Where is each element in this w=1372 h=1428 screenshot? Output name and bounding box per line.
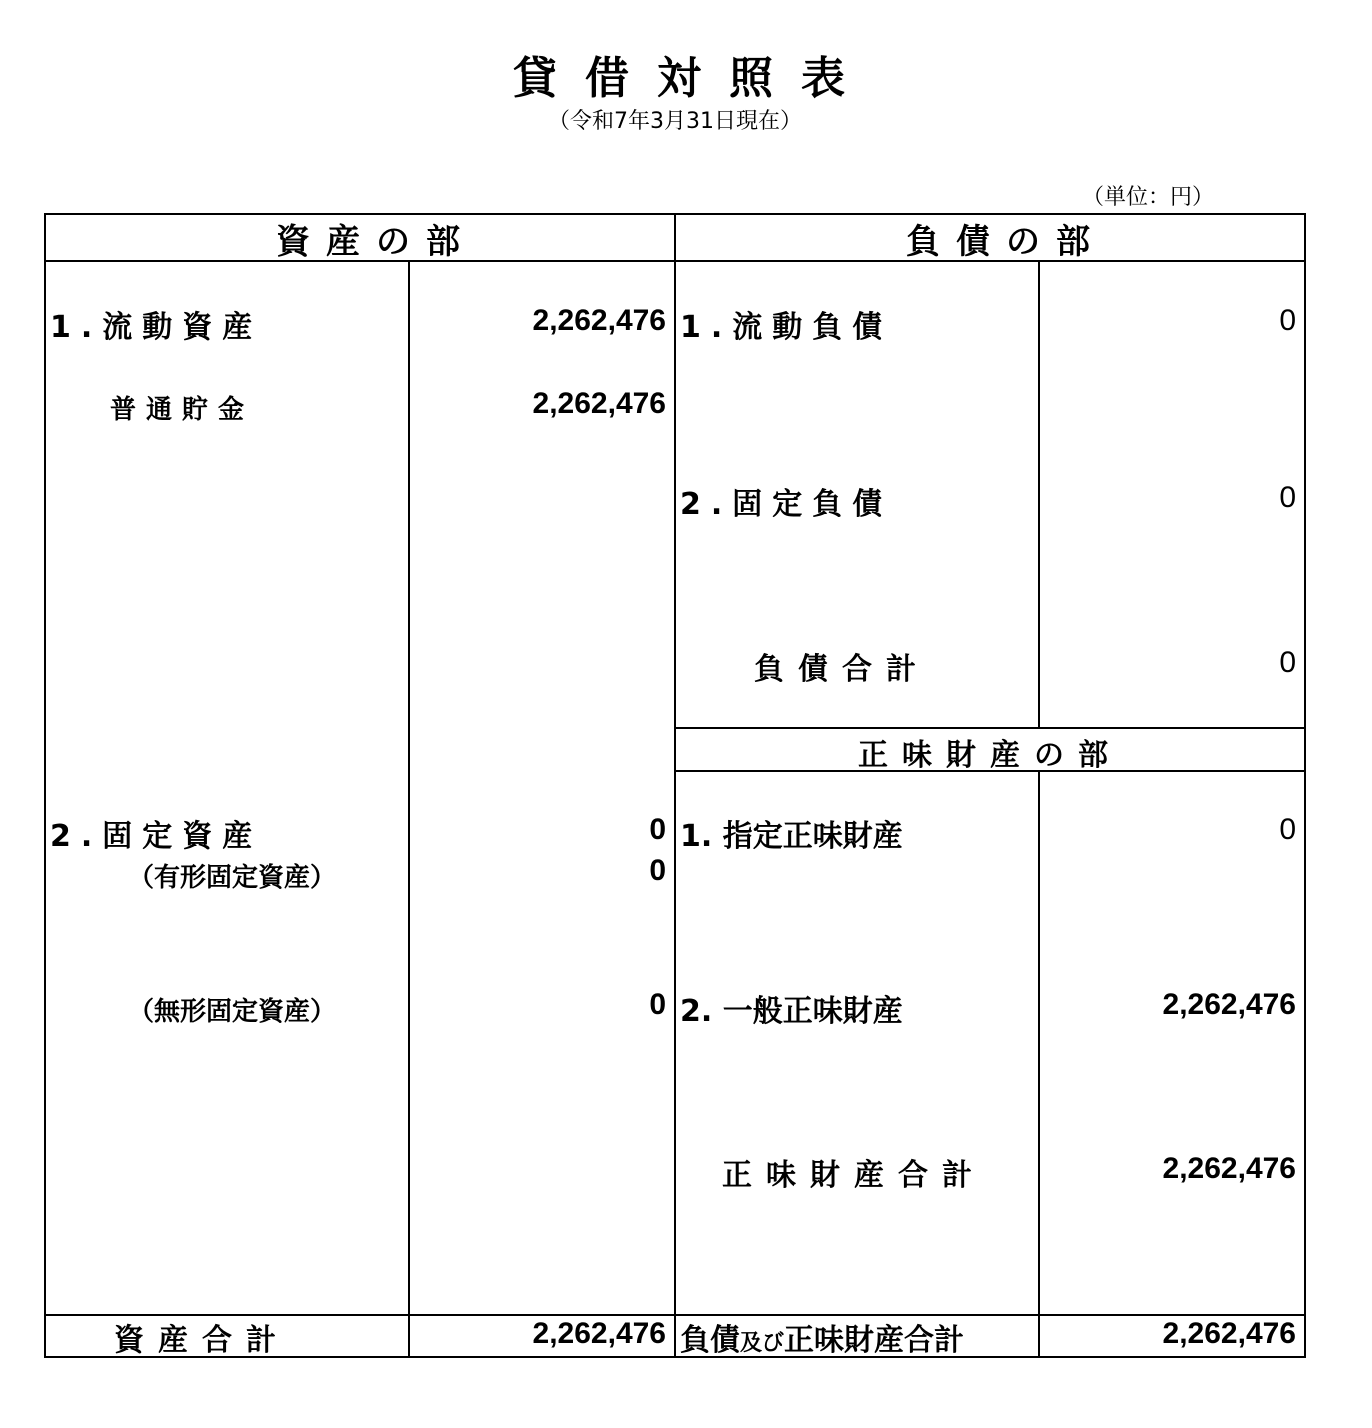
tangible-fixed-assets-label: （有形固定資産）	[128, 863, 337, 893]
net-assets-total-value: 2,262,476	[1162, 1152, 1296, 1185]
general-net-assets-label: 2. 一般正味財産	[680, 994, 903, 1029]
current-liabilities-label: 1.流動負債	[680, 310, 893, 345]
assets-total-value: 2,262,476	[532, 1317, 666, 1350]
fixed-assets-value: 0	[649, 813, 666, 846]
report-date: （令和7年3月31日現在）	[548, 109, 802, 134]
designated-net-assets-value: 0	[1279, 813, 1296, 846]
fixed-liabilities-label: 2.固定負債	[680, 487, 893, 522]
liabilities-net-divider-top	[674, 727, 1306, 729]
liabilities-value-divider-lower	[1038, 770, 1040, 1358]
grand-total-label-suffix: 正味財産合計	[784, 1323, 965, 1358]
net-assets-header: 正味財産の部	[858, 738, 1122, 773]
liabilities-header: 負債の部	[906, 222, 1106, 262]
savings-label: 普通貯金	[110, 395, 255, 425]
net-assets-total-label: 正味財産合計	[722, 1158, 986, 1193]
current-assets-value: 2,262,476	[532, 304, 666, 337]
assets-total-label: 資産合計	[114, 1323, 290, 1358]
current-assets-label: 1.流動資産	[50, 310, 263, 345]
liabilities-total-label: 負債合計	[754, 652, 930, 687]
current-liabilities-value: 0	[1279, 304, 1296, 337]
assets-header: 資産の部	[276, 222, 476, 262]
liabilities-total-value: 0	[1279, 646, 1296, 679]
table-right-border	[1304, 213, 1306, 1358]
fixed-assets-label: 2.固定資産	[50, 819, 263, 854]
fixed-liabilities-value: 0	[1279, 481, 1296, 514]
grand-total-label	[680, 1315, 964, 1359]
center-divider	[674, 213, 676, 1358]
designated-net-assets-label: 1. 指定正味財産	[680, 819, 903, 854]
table-left-border	[44, 213, 46, 1358]
grand-total-label-prefix: 負債	[680, 1323, 740, 1358]
general-net-assets-value: 2,262,476	[1162, 988, 1296, 1021]
unit-label: （単位：円）	[1082, 185, 1215, 210]
grand-total-value: 2,262,476	[1162, 1317, 1296, 1350]
page-title: 貸借対照表	[513, 53, 873, 104]
savings-value: 2,262,476	[532, 387, 666, 420]
intangible-fixed-assets-value: 0	[649, 988, 666, 1021]
tangible-fixed-assets-value: 0	[649, 854, 666, 887]
intangible-fixed-assets-label: （無形固定資産）	[128, 997, 337, 1027]
assets-value-divider	[408, 260, 410, 1358]
grand-total-label-small: 及び	[740, 1331, 785, 1356]
